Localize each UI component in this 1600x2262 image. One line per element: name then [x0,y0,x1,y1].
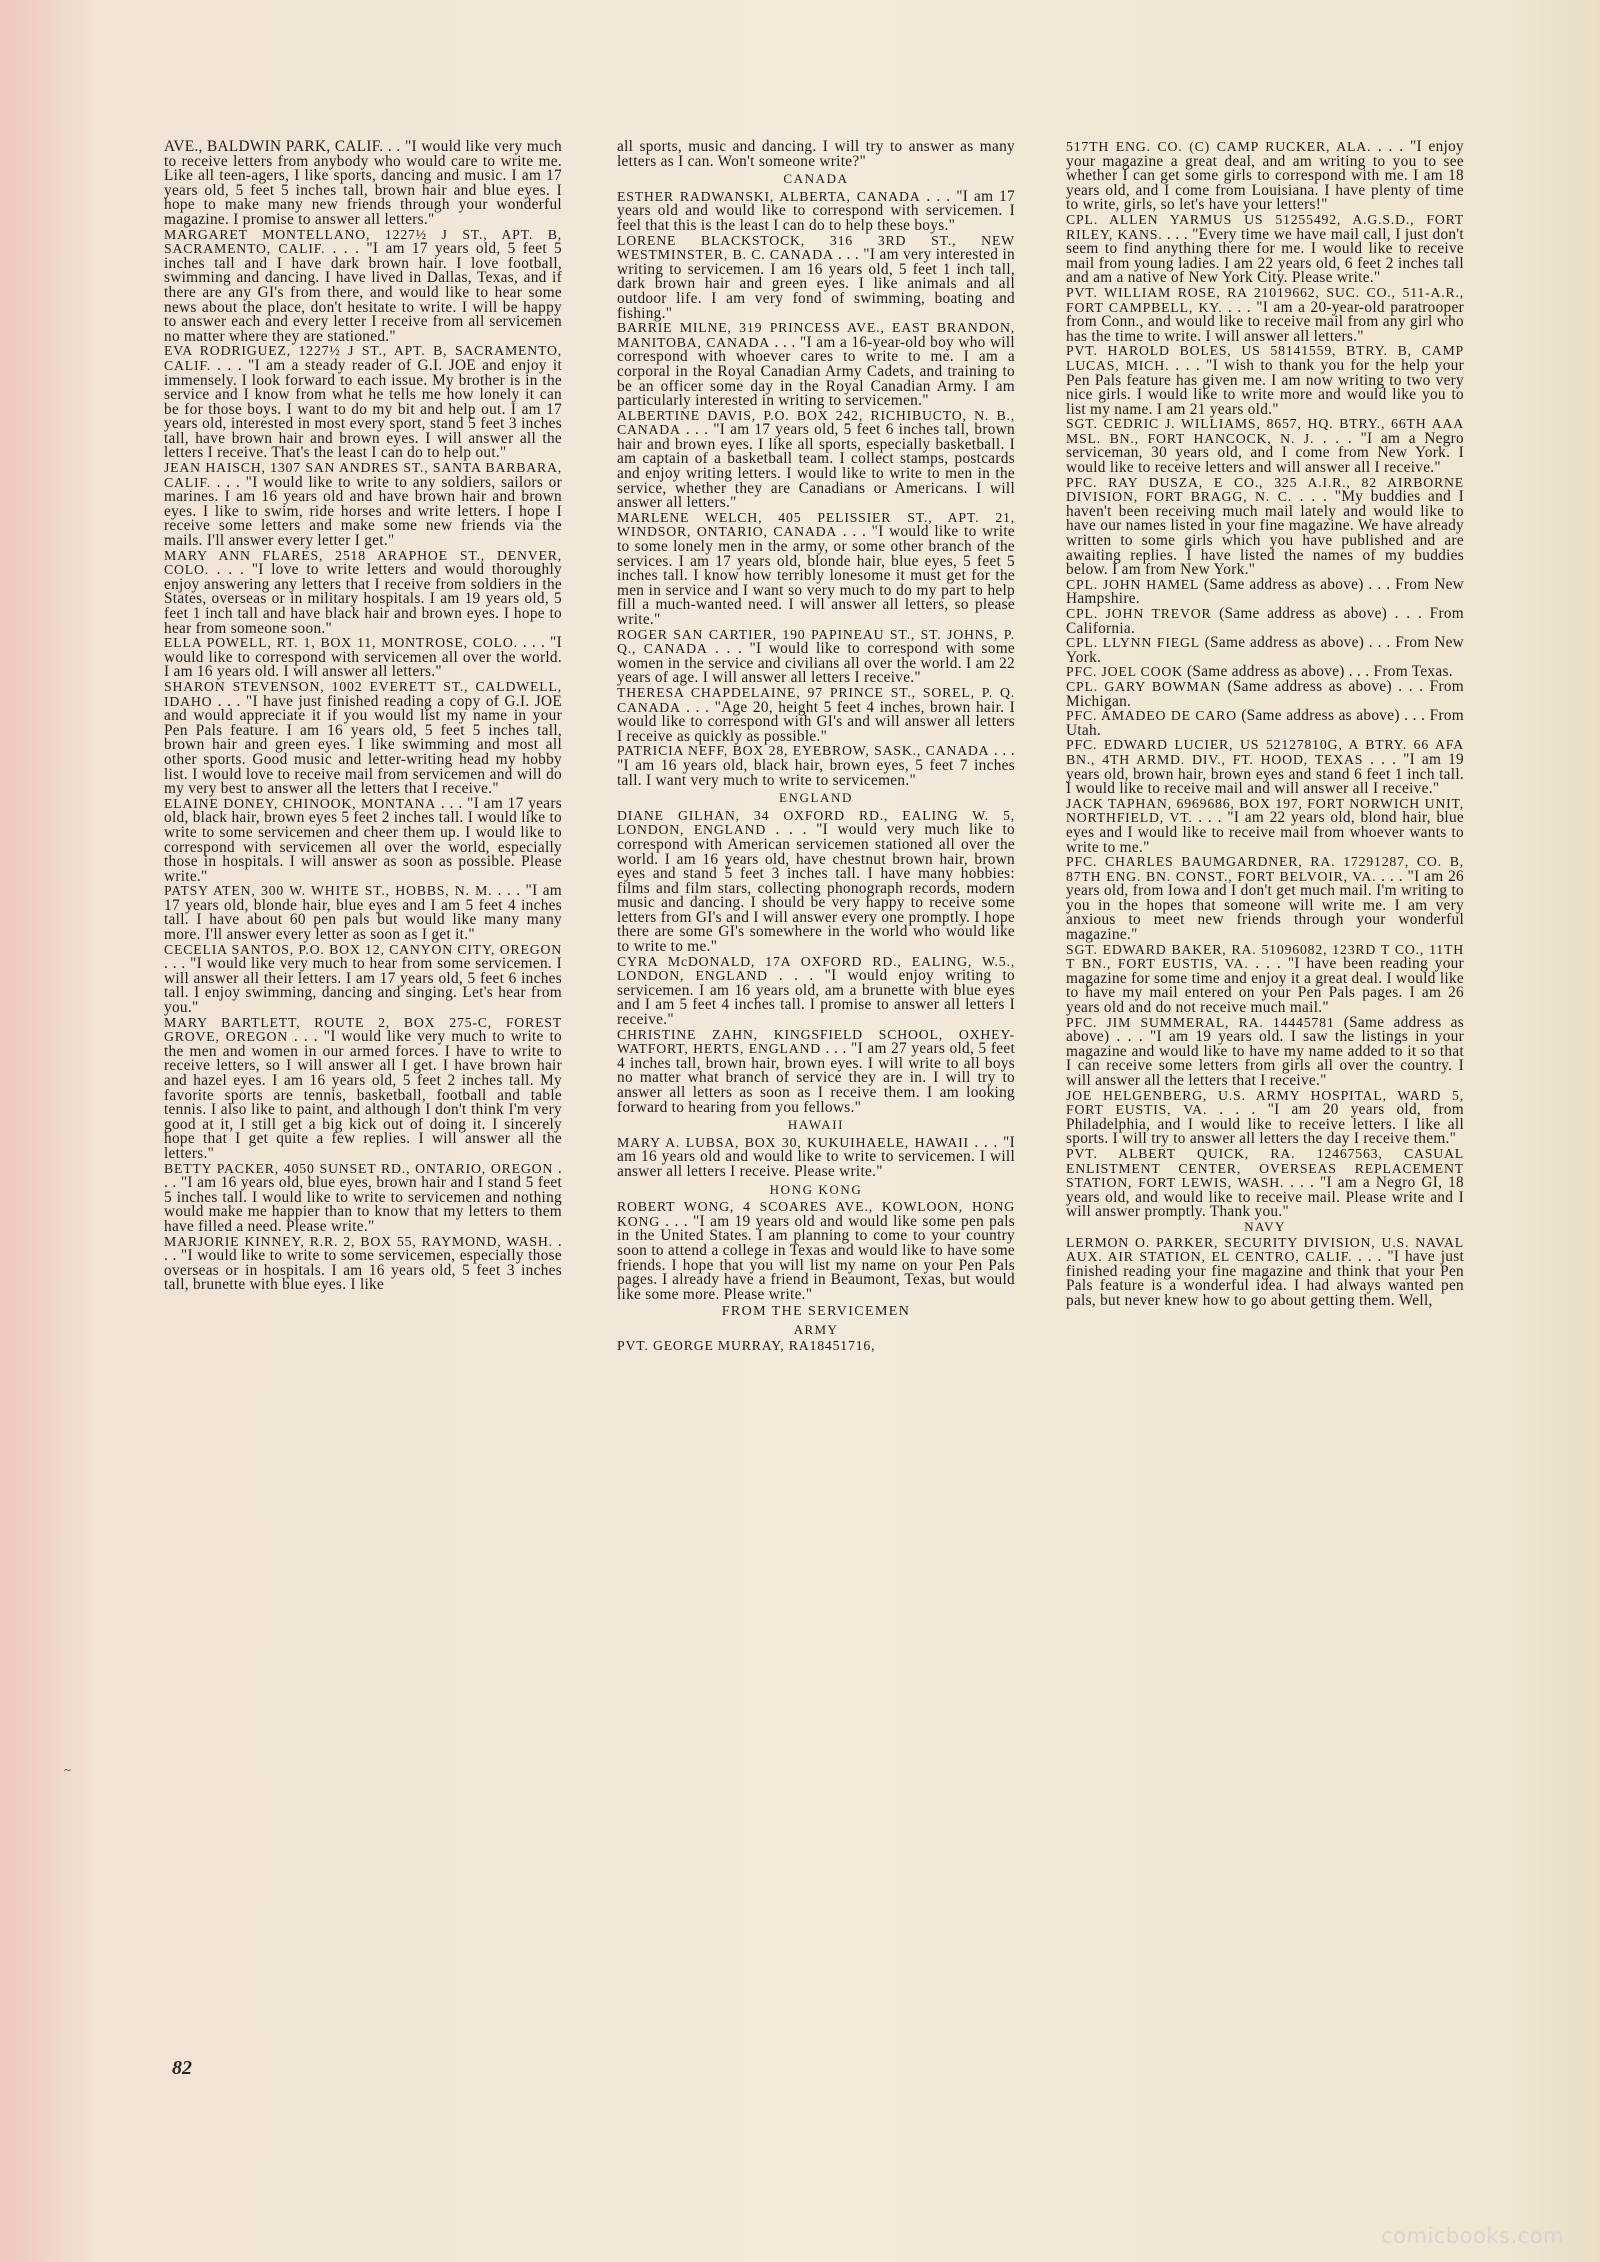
pen-pal-entry [1066,476,1464,578]
pen-pal-entry [1066,636,1464,665]
entry-name-address: PFC. JIM SUMMERAL, RA. 14445781 [1066,1014,1335,1030]
entry-name-address: JACK TAPHAN, 6969686, BOX 197, FORT NORWICH UNIT, NORTHFIELD, VT. [1066,795,1464,826]
text-column-left [164,140,562,1293]
entry-message: all sports, music and dancing. I will try to answer as many letters as I can. Won't someone write?" [617,138,1015,170]
pen-pal-entry [1066,1013,1464,1089]
pen-pal-entry [164,680,562,797]
entry-name-address: ROGER SAN CARTIER, 190 PAPINEAU ST., ST. JOHNS, P. Q., CANADA [617,626,1015,657]
entry-name-address: PFC. EDWARD LUCIER, US 52127810G, A BTRY. 66 AFA BN., 4TH ARMD. DIV., FT. HOOD, TEXAS [1066,737,1464,767]
entry-message: . . . "I am a steady reader of G.I. JOE and enjoy it immensely. I look forward to each issue. My brother is in the service and I know from what he tells me how lonely it can be for those boys. I want to do my bit and help out. I am 17 years old, interested in most every sport, stand 5 feet 3 inches tall, have brown hair and brown eyes. I will answer all the letters I receive. That's the least I can do to help out." [164,356,562,462]
entry-message: (Same address as above) . . . From New York. [1066,634,1465,666]
pen-pal-entry [164,794,563,885]
pen-pal-entry [617,234,1015,322]
entry-message: . . . "I would like very much to write to the men and women in our armed forces. I have to write to receive letters, so I will answer all I get. I have brown hair and hazel eyes. I am 16 years old, 5 feet 2 inches tall. My favorite sports are tennis, basketball, football and table tennis. I also like to paint, and although I don't think I'm very good at it, I still get a big kick out of doing it. I sincerely hope that I get quite a few replies. I will answer all the letters." [164,1028,562,1162]
entry-name-address: CPL. JOHN HAMEL [1066,576,1200,592]
pen-pal-entry [1066,797,1464,855]
entry-message: . . . "I am 16 years old, blue eyes, brown hair and I stand 5 feet 5 inches tall. I would like to write to servicemen and nothing would make me happier than to know that my letters to them have filled a need. Please write." [164,1159,562,1235]
entry-name-address: ELLA POWELL, RT. 1, BOX 11, MONTROSE, COLO. [164,635,518,651]
entry-message: . . . "I am 17 years old, black hair, brown eyes 5 feet 2 inches tall. I would like to write to some servicemen and cheer them up. I would like to correspond with servicemen all over the world, especially those in hospitals. I will answer as soon as possible. Please write." [164,794,563,885]
entry-name-address: PFC. JOEL COOK [1066,664,1183,680]
entry-message: . . . "My buddies and I haven't been receiving much mail lately and would like to have our names listed in your fine magazine. We have already written to some girls which you have published and are awaiting replies. I have listed the names of my buddies below. I am from New York." [1066,488,1465,579]
entry-message: . . . "I have just finished reading a copy of G.I. JOE and would appreciate it if you would list my name in your Pen Pals feature. I am 16 years old, 5 feet 5 inches tall, brown hair and green eyes. I like swimming and most all other sports. Good music and letter-writing head my hobby list. I would love to receive mail from servicemen and will do my very best to answer all the letters that I receive." [164,692,562,798]
entry-name-address: EVA RODRIGUEZ, 1227½ J ST., APT. B, SACRAMENTO, CALIF. [164,343,562,373]
pen-pal-entry [164,140,562,228]
entry-message: (Same address as above) . . . From Michigan. [1066,677,1465,710]
entry-message: . . . "I am 16 years old and would like to write to servicemen. I will answer all letters I receive. Please write." [617,1133,1015,1180]
pen-pal-entry [617,744,1015,788]
entry-name-address: ESTHER RADWANSKI, ALBERTA, CANADA [617,188,921,204]
pen-pal-entry [617,686,1015,744]
entry-name-address: LERMON O. PARKER, SECURITY DIVISION, U.S. NAVAL AUX. AIR STATION, EL CENTRO, CALIF. [1066,1234,1464,1265]
entry-name-address: CECELIA SANTOS, P.O. BOX 12, CANYON CITY, OREGON [164,941,562,957]
pen-pal-entry [164,461,562,549]
pen-pal-entry [617,187,1015,234]
entry-name-address: CPL. GARY BOWMAN [1066,678,1222,694]
pen-pal-entry [617,140,1015,169]
text-column-right [1066,140,1464,1309]
pen-pal-entry [1066,344,1464,417]
entry-name-address: CPL. JOHN TREVOR [1066,606,1212,621]
pen-pal-entry [617,1133,1015,1180]
entry-name-address: LORENE BLACKSTOCK, 316 3RD ST., NEW WESTMINSTER, B. C. CANADA [617,232,1015,263]
entry-name-address: MARY ANN FLARES, 2518 ARAPHOE ST., DENVER, COLO. [164,547,562,578]
print-speck: ~ [64,1762,72,1777]
entry-name-address: PVT. ALBERT QUICK, RA. 12467563, CASUAL ENLISTMENT CENTER, OVERSEAS REPLACEMENT STATION, FORT LEWIS, WASH. [1066,1145,1464,1191]
pen-pal-entry [617,409,1015,511]
entry-name-address: PVT. WILLIAM ROSE, RA 21019662, SUC. CO., 511-A.R., FORT CAMPBELL, KY. [1066,284,1464,315]
entry-message: . . . "I would like very much to hear from some servicemen. I will answer all their letters. I am 17 years old, 5 feet 6 inches tall. I enjoy swimming, dancing and singing. Let's hear from you." [164,955,562,1017]
entry-message: . . . "I am 17 years old and would like to correspond with servicemen. I feel that this is the least I can do to help these boys." [617,187,1015,234]
entry-name-address: SHARON STEVENSON, 1002 EVERETT ST., CALDWELL, IDAHO [164,678,562,709]
pen-pal-entry [1066,607,1464,636]
entry-message: . . . "I am 17 years old, 5 feet 5 inches tall and I have dark brown hair. I love football, swimming and dancing. I have lived in Dallas, Texas, and if there are any GI's from there, and would like to hear some news about the place, don't hesitate to write. I will be happy to answer each and every letter I receive from all servicemen no matter where they are stationed." [164,240,563,345]
entry-message: . . . "I am a 16-year-old boy who will correspond with whoever cares to write to me. I am a corporal in the Royal Canadian Army Cadets, and training to be an officer some day in the Royal Canadian Army. I am particularly interested in writing to servicemen." [617,333,1015,410]
entry-message: . . . "I would like to write to any soldiers, sailors or marines. I am 16 years old and have brown hair and brown eyes. I like to swim, ride horses and write letters. I hope I receive some letters and make some new friends via the mails. I'll answer every letter I get." [164,473,562,550]
pen-pal-entry [164,1016,562,1162]
entry-message: . . . "I would very much like to correspond with American servicemen stationed all over the world. I am 16 years old, have chestnut brown hair, brown eyes and stand 5 feet 3 inches tall. I have many hobbies: films and film stars, collecting phonograph records, modern music and dancing. I should be very happy to receive some letters from GI's and I will answer every one promptly. I hope there are some GI's somewhere in the world who would like to write to me." [617,821,1015,956]
entry-name-address: PVT. HAROLD BOLES, US 58141559, BTRY. B, CAMP LUCAS, MICH. [1066,343,1464,373]
pen-pal-entry [1066,943,1464,1016]
section-heading: ENGLAND [778,790,854,806]
pen-pal-entry [1066,140,1464,213]
pen-pal-entry [617,321,1015,409]
entry-name-address: MARGARET MONTELLANO, 1227½ J ST., APT. B, SACRAMENTO, CALIF. [164,226,562,257]
pen-pal-entry [164,228,562,345]
entry-name-address: PATRICIA NEFF, BOX 28, EYEBROW, SASK., CANADA [617,743,990,759]
entry-message: . . . "I am 20 years old, from Philadelphia, and I would like to receive letters. I like all sports. I will try to answer all letters the day I receive them." [1066,1101,1464,1148]
entry-message: . . . "I am 17 years old, blonde hair, blue eyes and I am 5 feet 4 inches tall. I have about 60 pen pals but would like many many more. I'll answer every letter as soon as I get it." [164,882,562,944]
entry-name-address: CPL. LLYNN FIEGL [1066,635,1201,651]
entry-message: . . . "I am 19 years old and would like some pen pals in the United States. I am planning to come to your country soon to attend a college in Texas and would like to have some friends. I hope that you will list my name on your Pen Pals pages. I already have a friend in Beaumont, Texas, but would like some more. Please write." [617,1212,1015,1303]
section-heading: HAWAII [787,1117,845,1133]
section-heading: HONG KONG [769,1181,863,1197]
entry-message: . . . "I am 17 years old, 5 feet 6 inches tall, brown hair and brown eyes. I like all sports, especially basketball. I am captain of a basketball team. I collect stamps, postcards and enjoy writing letters. I would like to write to men in the service, whether they are Canadians or Americans. I will answer all letters." [617,421,1015,512]
entry-message: . . . "I am 16 years old, black hair, brown eyes, 5 feet 7 inches tall. I want very much to write to servicemen." [617,742,1015,789]
entry-name-address: MARY A. LUBSA, BOX 30, KUKUIHAELE, HAWAII [617,1134,969,1150]
entry-message: . . . "I am 27 years old, 5 feet 4 inches tall, brown hair, brown eyes. I will write to all boys no matter what branch of service they are in. I will try to answer all letters as soon as I receive them. I am looking forward to hearing from you fellows." [617,1040,1015,1116]
pen-pal-entry [164,344,562,461]
entry-name-address: JEAN HAISCH, 1307 SAN ANDRES ST., SANTA BARBARA, CALIF. [164,460,562,490]
page-number: 82 [172,2057,192,2079]
entry-name-address: SGT. EDWARD BAKER, RA. 51096082, 123RD T CO., 11TH T BN., FORT EUSTIS, VA. [1066,941,1464,972]
section-heading: ARMY [793,1321,839,1337]
pen-pal-entry [164,636,562,680]
entry-message: . . . "I have been reading your magazine for some time and enjoy it a great deal. I would like to have my mail entered on your Pen Pals pages. I am 26 years old and do not receive much mail." [1066,955,1465,1017]
entry-message: . . . "I am 26 years old, from Iowa and I don't get much mail. I'm writing to you in the hopes that someone will write me. I am very anxious to meet new friends through your wonderful magazine." [1066,867,1464,944]
pen-pal-entry [1066,1089,1464,1147]
entry-message: . . . "I am 22 years old, blond hair, blue eyes and I would like to receive mail from whoever wants to write to me." [1066,809,1464,856]
pen-pal-entry [1066,286,1464,344]
pen-pal-entry [164,1159,562,1235]
pen-pal-entry [617,955,1015,1028]
entry-name-address: ALBERTINE DAVIS, P.O. BOX 242, RICHIBUCTO, N. B., CANADA [617,407,1015,438]
entry-message: . . . "I enjoy your magazine a great deal, and am writing to you to see whether I can get some girls to correspond with me. I am 18 years old, and I come from Louisiana. I have plenty of time to write, girls, so let's have your letters!" [1066,138,1464,214]
entry-name-address: DIANE GILHAN, 34 OXFORD RD., EALING W. 5, LONDON, ENGLAND [617,807,1015,838]
entry-name-address: CPL. ALLEN YARMUS US 51255492, A.G.S.D., FORT RILEY, KANS. [1066,211,1464,242]
entry-message: . . . "I would like to correspond with servicemen all over the world. I am 16 years old. I will answer all letters." [164,634,562,681]
entry-name-address: PFC. RAY DUSZA, E CO., 325 A.I.R., 82 AIRBORNE DIVISION, FORT BRAGG, N. C. [1066,474,1464,505]
entry-name-address: PFC. AMADEO DE CARO [1066,708,1237,724]
entry-name-address: PVT. GEORGE MURRAY, RA18451716, [617,1337,876,1353]
section-heading: FROM THE SERVICEMEN [721,1304,911,1320]
watermark: comicbooks.com [1381,2224,1564,2248]
entry-message: . . . "I am a Negro GI, 18 years old, and would like to receive mail. Please write and I will answer promptly. Thank you." [1066,1174,1464,1221]
entry-message: . . . "I have just finished reading your fine magazine and think that your Pen Pals feature is a wonderful idea. I had always wanted pen pals, but never knew how to go about getting them. Well, [1066,1248,1464,1309]
pen-pal-entry [617,1200,1015,1302]
pen-pal-entry [1066,417,1464,475]
pen-pal-entry [164,1232,563,1294]
entry-name-address: CHRISTINE ZAHN, KINGSFIELD SCHOOL, OXHEY-WATFORT, HERTS, ENGLAND [617,1026,1015,1057]
pen-pal-entry [617,511,1015,628]
entry-name-address: JOE HELGENBERG, U.S. ARMY HOSPITAL, WARD 5, FORT EUSTIS, VA. [1066,1087,1464,1118]
text-column-middle [617,140,1015,1353]
entry-name-address: THERESA CHAPDELAINE, 97 PRINCE ST., SOREL, P. Q. CANADA [617,684,1015,715]
pen-pal-entry [164,549,562,637]
entry-message: . . . "Age 20, height 5 feet 4 inches, brown hair. I would like to correspond with GI's and will answer all letters I receive as quickly as possible." [617,698,1015,745]
pen-pal-entry [1066,738,1464,796]
entry-message: . . . "I am 19 years old, brown hair, brown eyes and stand 6 feet 1 inch tall. I would like to receive mail and will answer all I receive." [1066,750,1464,798]
entry-message: AVE., BALDWIN PARK, CALIF. . . "I would like very much to receive letters from anybody who would care to write me. Like all teen-agers, I like sports, dancing and music. I am 17 years old, 5 feet 5 inches tall, brown hair and blue eyes. I hope to make many new friends through your wonderful magazine. I promise to answer all letters." [164,138,562,228]
entry-message: . . . "I would enjoy writing to servicemen. I am 16 years old, am a brunette with blue eyes and I am 5 feet 4 inches tall. I promise to answer all letters I receive." [617,967,1015,1029]
entry-name-address: ELAINE DONEY, CHINOOK, MONTANA [164,795,437,811]
pen-pal-entry [617,809,1015,955]
entry-message: . . . "I am a Negro serviceman, 30 years old, and I come from New York. I would like to receive letters and will answer all I receive." [1066,429,1465,477]
entry-name-address: 517TH ENG. CO. (C) CAMP RUCKER, ALA. [1066,139,1372,154]
entry-name-address: PFC. CHARLES BAUMGARDNER, RA. 17291287, CO. B, 87TH ENG. BN. CONST., FORT BELVOIR, VA. [1066,854,1464,884]
entry-message: (Same address as above) . . . From New Hampshire. [1066,575,1465,608]
section-heading: NAVY [1244,1218,1286,1234]
entry-message: . . . "I am very interested in writing to servicemen. I am 16 years old, 5 feet 1 inch tall, dark brown hair and green eyes. I like animals and all outdoor life. I am very fond of swimming, boating and fishing." [617,246,1015,322]
pen-pal-entry [1066,1236,1464,1309]
entry-message: . . . "I am a 20-year-old paratrooper from Conn., and would like to receive mail from any girl who has the time to write. I will answer all letters." [1066,298,1464,345]
pen-pal-entry [617,1028,1015,1116]
pen-pal-entry [1066,1147,1464,1220]
pen-pal-entry [1066,575,1465,608]
entry-message: . . . "I love to write letters and would thoroughly enjoy answering any letters that I receive from soldiers in the States, overseas or in military hospitals. I am 19 years old, 5 feet 1 inch tall and have black hair and brown eyes. I hope to hear from someone soon." [164,561,562,637]
entry-name-address: BARRIE MILNE, 319 PRINCESS AVE., EAST BRANDON, MANITOBA, CANADA [617,320,1015,350]
section-heading: CANADA [783,171,849,187]
pen-pal-entry [1066,709,1464,738]
pen-pal-entry [617,1339,1015,1354]
pen-pal-entry [1066,213,1464,286]
entry-message: . . . "I wish to thank you for the help your Pen Pals feature has given me. I am now writing to two very nice girls. I would like to write more and would like you to list my name. I am 21 years old." [1066,356,1464,418]
entry-name-address: PATSY ATEN, 300 W. WHITE ST., HOBBS, N. M. [164,883,493,899]
entry-name-address: CYRA McDONALD, 17A OXFORD RD., EALING, W.5., LONDON, ENGLAND [617,953,1015,984]
entry-name-address: MARJORIE KINNEY, R.R. 2, BOX 55, RAYMOND, WASH. [164,1233,553,1249]
entry-name-address: MARLENE WELCH, 405 PELISSIER ST., APT. 21, WINDSOR, ONTARIO, CANADA [617,509,1015,540]
entry-message: . . . "I would like to correspond with some women in the service and civilians all over the world. I am 22 years of age. I will answer all letters I receive." [617,640,1015,687]
entry-message: . . . "I would like to write to some servicemen, especially those overseas or in hospitals. I am 16 years old, 5 feet 3 inches tall, brunette with blue eyes. I like [164,1232,563,1294]
entry-message: (Same address as above) . . . "I am 19 years old. I saw the listings in your magazine and would like to have my name added to it so that I can receive some letters from girls all over the country. I will answer all the letters that I receive." [1066,1013,1464,1089]
pen-pal-entry [1066,855,1464,943]
entry-name-address: SGT. CEDRIC J. WILLIAMS, 8657, HQ. BTRY., 66TH AAA MSL. BN., FORT HANCOCK, N. J. [1066,416,1464,446]
entry-message: (Same address as above) . . . From California. [1066,605,1464,637]
entry-name-address: MARY BARTLETT, ROUTE 2, BOX 275-C, FOREST GROVE, OREGON [164,1014,562,1045]
pen-pal-entry [164,943,562,1016]
entry-message: (Same address as above) . . . From Texas. [1182,663,1453,681]
pen-pal-entry [617,628,1015,686]
entry-name-address: ROBERT WONG, 4 SCOARES AVE., KOWLOON, HONG KONG [617,1199,1015,1229]
pen-pal-entry [1066,677,1465,710]
entry-name-address: BETTY PACKER, 4050 SUNSET RD., ONTARIO, OREGON [164,1160,554,1176]
pen-pal-entry [164,884,562,942]
entry-message: . . . "I would like to write to some lonely men in the army, or some other branch of the services. I am 17 years old, blonde hair, blue eyes, 5 feet 5 inches tall. I know how terribly lonesome it must get for the men in service and I want so very much to do my part to help fill a much-wanted need. I will answer all letters, so please write." [617,523,1016,628]
entry-message: (Same address as above) . . . From Utah. [1066,707,1465,739]
entry-message: . . . "Every time we have mail call, I just don't seem to find anything there for me. I would like to receive mail from young ladies. I am 22 years old, 6 feet 2 inches tall and am a native of New York City. Please write." [1066,225,1464,287]
